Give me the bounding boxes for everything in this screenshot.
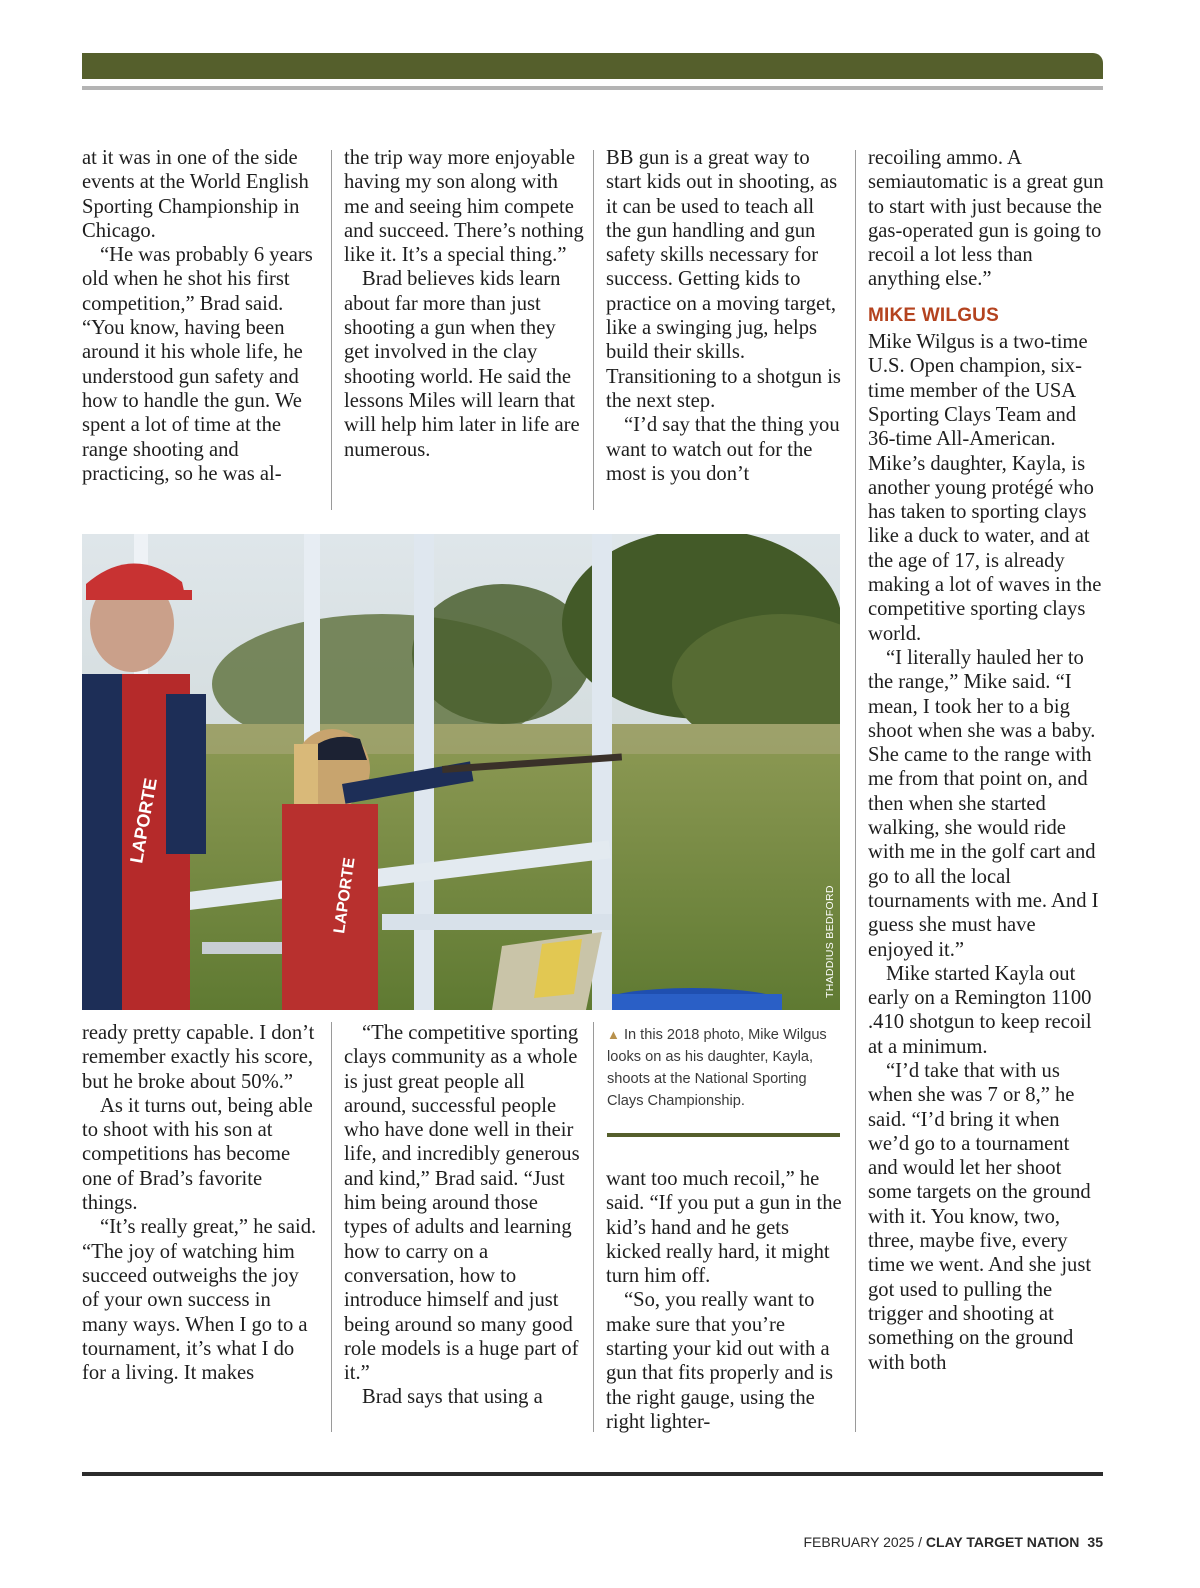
column-divider xyxy=(593,1022,594,1432)
paragraph: “It’s really great,” he said. “The joy of watching him succeed outweighs the joy of your own success in many ways. When I go to a tournament, it’s what I do for a living. It makes xyxy=(82,1216,317,1385)
paragraph: ready pretty capable. I don’t remember exactly his score, but he broke about 50%.” xyxy=(82,1022,315,1093)
column-divider xyxy=(331,150,332,510)
paragraph: Mike started Kayla out early on a Remington 1100 .410 shotgun to keep recoil at a minimum. xyxy=(868,962,1092,1058)
column-3-top xyxy=(606,146,844,486)
column-2-bottom xyxy=(344,1021,582,1410)
page-number: 35 xyxy=(1087,1534,1103,1550)
paragraph: recoiling ammo. A semiautomatic is a great gun to start with just because the gas-operated gun is going to recoil a lot less than anything else.” xyxy=(868,147,1104,291)
header-rule xyxy=(82,86,1103,90)
issue-date: FEBRUARY 2025 xyxy=(803,1534,915,1550)
magazine-name: CLAY TARGET NATION xyxy=(925,1534,1080,1550)
header-color-bar xyxy=(82,53,1103,79)
section-subhead: MIKE WILGUS xyxy=(868,304,999,326)
caption-rule xyxy=(607,1133,840,1137)
paragraph: As it turns out, being able to shoot with his son at competitions has become one of Brad’s favorite things. xyxy=(82,1094,313,1215)
column-1-bottom xyxy=(82,1021,318,1385)
paragraph: “I’d take that with us when she was 7 or 8,” he said. “I’d bring it when we’d go to a tournament and would let her shoot some targets on the ground with it. You know, two, three, maybe five, every time we went. And she just got used to pulling the trigger and shooting at something on the ground with both xyxy=(868,1059,1092,1374)
paragraph: want too much recoil,” he said. “If you put a gun in the kid’s hand and he gets kicked really hard, it might turn him off. xyxy=(606,1168,842,1288)
paragraph: “So, you really want to make sure that you’re starting your kid out with a gun that fits properly and is the right gauge, using the right lighter- xyxy=(606,1289,834,1433)
column-4 xyxy=(868,146,1104,1375)
column-divider xyxy=(331,1022,332,1432)
vest-logo-text: LAPORTE xyxy=(331,856,359,935)
column-3-bottom xyxy=(606,1167,844,1434)
shooting-scene-illustration xyxy=(82,534,840,1010)
column-divider xyxy=(855,150,856,1432)
paragraph: Brad says that using a xyxy=(362,1386,543,1409)
article-photo xyxy=(82,534,840,1010)
paragraph: Mike Wilgus is a two-time U.S. Open champion, six-time member of the USA Sporting Clays Team and 36-time All-American. Mike’s daughter, Kayla, is another young protégé who has taken to sporting clays like a duck to water, and at the age of 17, is already making a lot of waves in the competitive sporting clays world. xyxy=(868,331,1102,645)
triangle-icon: ▲ xyxy=(607,1027,620,1042)
photo-credit: THADDIUS BEDFORD xyxy=(824,885,836,998)
paragraph: the trip way more enjoyable having my son along with me and seeing him compete and succeed. There’s nothing like it. It’s a special thing.” xyxy=(344,147,584,267)
paragraph: Brad believes kids learn about far more than just shooting a gun when they get involved in the clay shooting world. He said the lessons Miles will learn that will help him later in life are numerous. xyxy=(344,268,580,461)
paragraph: “He was probably 6 years old when he shot his first competition,” Brad said. “You know, having been around it his whole life, he understood gun safety and how to handle the gun. We spent a lot of time at the range shooting and practicing, so he was al- xyxy=(82,244,313,485)
paragraph: “I’d say that the thing you want to watch out for the most is you don’t xyxy=(606,414,840,485)
caption-text: In this 2018 photo, Mike Wilgus looks on as his daughter, Kayla, shoots at the National Sporting Clays Championship. xyxy=(607,1027,827,1109)
paragraph: “The competitive sporting clays community as a whole is just great people all around, successful people who have done well in their life, and incredibly generous and kind,” Brad said. “Just him being around those types of adults and learning how to carry on a conversation, how to introduce himself and just being around so many good role models is a huge part of it.” xyxy=(344,1022,580,1385)
column-divider xyxy=(593,150,594,510)
vest-logo-text: LAPORTE xyxy=(126,776,161,865)
column-2-top xyxy=(344,146,584,462)
paragraph: BB gun is a great way to start kids out in shooting, as it can be used to teach all the gun handling and gun safety skills necessary for success. Getting kids to practice on a moving target, like a swinging jug, helps build their skills. Transitioning to a shotgun is the next step. xyxy=(606,147,841,412)
page-footer xyxy=(803,1534,1103,1550)
paragraph: at it was in one of the side events at the World English Sporting Championship in Chicago. xyxy=(82,147,309,242)
footer-rule xyxy=(82,1472,1103,1476)
photo-caption xyxy=(607,1024,843,1112)
footer-separator: / xyxy=(914,1534,926,1550)
paragraph: “I literally hauled her to the range,” Mike said. “I mean, I took her to a big shoot when she was a baby. She came to the range with me from that point on, and then when she started walking, she would ride with me in the golf cart and go to all the local tournaments with me. And I guess she must have enjoyed it.” xyxy=(868,646,1099,961)
column-1-top xyxy=(82,146,318,486)
